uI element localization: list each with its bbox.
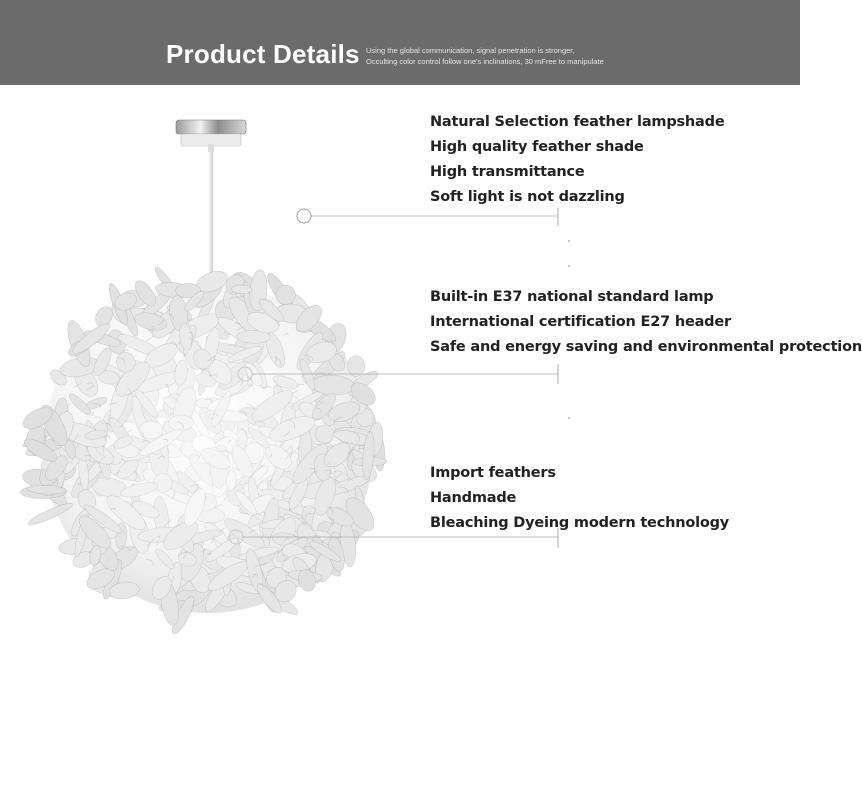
- header-subtitle: [366, 45, 604, 67]
- header-subtitle-line-1: Using the global communication, signal penetration is stronger,: [366, 46, 575, 55]
- ceiling-canopy: [176, 120, 246, 152]
- feature-line: Natural Selection feather lampshade: [430, 114, 725, 130]
- feature-line: Safe and energy saving and environmental protection: [430, 339, 862, 355]
- feature-group-feathers: [430, 461, 729, 536]
- feature-line: International certification E27 header: [430, 314, 731, 330]
- feature-group-shade: [430, 110, 724, 210]
- feature-line: Built-in E37 national standard lamp: [430, 289, 714, 305]
- feature-line: High quality feather shade: [430, 139, 644, 155]
- feather-lamp-image: [0, 85, 420, 800]
- header-subtitle-line-2: Occulting color control follow one's inclinations, 30 mFree to manipulate: [366, 57, 604, 66]
- page-title: Product Details: [166, 39, 360, 69]
- feature-line: Soft light is not dazzling: [430, 189, 625, 205]
- feature-line: High transmittance: [430, 164, 585, 180]
- feather: [231, 285, 252, 294]
- product-details-header: [0, 0, 800, 85]
- feature-line: Import feathers: [430, 465, 556, 481]
- feature-line: Bleaching Dyeing modern technology: [430, 515, 730, 531]
- feather-ball: [20, 265, 387, 637]
- feature-line: Handmade: [430, 490, 517, 506]
- feature-group-lamp-holder: [430, 285, 862, 360]
